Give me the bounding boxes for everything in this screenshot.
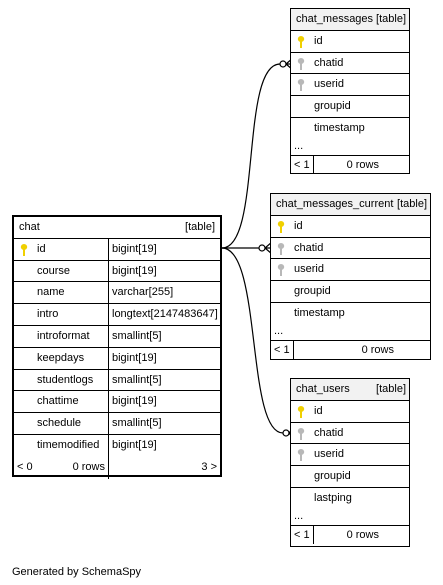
table-chat[interactable]	[12, 215, 222, 477]
column-row[interactable]	[291, 401, 409, 423]
table-header	[14, 217, 220, 239]
column-name: userid	[314, 448, 344, 461]
primary-key-icon	[297, 36, 305, 48]
column-row[interactable]	[14, 326, 220, 348]
table-name: chat_users	[296, 383, 350, 395]
foreign-key-icon	[297, 79, 305, 91]
foreign-key-icon	[297, 58, 305, 70]
column-row[interactable]	[291, 31, 409, 53]
column-name: groupid	[294, 285, 331, 298]
column-name: lastping	[314, 491, 352, 504]
table-chat-messages[interactable]	[290, 8, 410, 174]
primary-key-icon	[277, 221, 285, 233]
table-footer	[14, 457, 220, 479]
table-footer	[291, 156, 409, 174]
table-type: [table]	[376, 383, 406, 395]
column-name: groupid	[314, 100, 351, 113]
table-type: [table]	[185, 221, 215, 233]
column-name: id	[294, 219, 303, 232]
table-header	[271, 194, 430, 216]
edge-end-circle	[259, 245, 265, 251]
column-name: id	[37, 242, 46, 255]
rows-cell	[313, 156, 384, 174]
table-name: chat	[19, 221, 40, 233]
row-count: 0 rows	[346, 528, 379, 541]
parents-link[interactable]: < 1	[294, 528, 310, 541]
column-name: chatid	[314, 56, 344, 69]
column-row[interactable]	[14, 435, 220, 457]
column-name: introformat	[37, 329, 90, 342]
table-footer	[291, 526, 409, 544]
column-row[interactable]	[291, 96, 409, 118]
table-chat-messages-current[interactable]	[270, 193, 431, 360]
row-count: 0 rows	[72, 460, 105, 473]
row-count: 0 rows	[361, 343, 394, 356]
column-type: smallint[5]	[108, 370, 220, 391]
children-cell	[108, 457, 220, 479]
parents-link[interactable]: < 1	[274, 343, 290, 356]
table-chat-users[interactable]	[290, 378, 410, 547]
column-name: schedule	[37, 417, 82, 430]
more-columns: ...	[291, 140, 409, 156]
table-footer	[271, 341, 430, 359]
column-name: studentlogs	[37, 373, 94, 386]
column-row[interactable]	[14, 282, 220, 304]
generated-by-credit: Generated by SchemaSpy	[12, 566, 142, 578]
children-link[interactable]: 3 >	[201, 460, 217, 473]
column-name: course	[37, 264, 71, 277]
column-row[interactable]	[14, 348, 220, 370]
column-row[interactable]	[291, 423, 409, 445]
column-name: groupid	[314, 470, 351, 483]
parents-link[interactable]: < 0	[17, 460, 33, 473]
column-row[interactable]	[14, 370, 220, 392]
rows-cell	[313, 526, 384, 544]
foreign-key-icon	[297, 428, 305, 440]
column-name: name	[37, 286, 65, 299]
column-type: bigint[19]	[108, 435, 220, 457]
column-list	[291, 401, 409, 510]
column-name: timemodified	[37, 438, 100, 451]
more-columns: ...	[291, 510, 409, 526]
column-list	[291, 31, 409, 140]
column-row[interactable]	[291, 118, 409, 140]
column-row[interactable]	[271, 281, 430, 303]
column-row[interactable]	[271, 216, 430, 238]
column-name: timestamp	[294, 306, 345, 319]
table-name: chat_messages_current	[276, 198, 394, 210]
primary-key-icon	[20, 244, 28, 256]
edge-end-circle	[280, 61, 286, 67]
column-row[interactable]	[14, 239, 220, 261]
table-type: [table]	[376, 13, 406, 25]
column-row[interactable]	[271, 303, 430, 325]
primary-key-icon	[297, 406, 305, 418]
column-name: timestamp	[314, 121, 365, 134]
column-row[interactable]	[14, 391, 220, 413]
foreign-key-icon	[277, 243, 285, 255]
column-row[interactable]	[271, 259, 430, 281]
column-row[interactable]	[14, 261, 220, 283]
column-type: smallint[5]	[108, 326, 220, 347]
column-type: bigint[19]	[108, 239, 220, 260]
row-count: 0 rows	[346, 158, 379, 171]
foreign-key-icon	[297, 449, 305, 461]
column-type: smallint[5]	[108, 413, 220, 434]
column-name: userid	[314, 78, 344, 91]
foreign-key-icon	[277, 264, 285, 276]
edge-end-circle	[283, 430, 289, 436]
column-name: chatid	[314, 426, 344, 439]
column-name: keepdays	[37, 351, 85, 364]
column-row[interactable]	[14, 304, 220, 326]
column-list	[271, 216, 430, 325]
column-name: id	[314, 404, 323, 417]
more-columns: ...	[271, 325, 430, 341]
column-name: id	[314, 34, 323, 47]
column-type: bigint[19]	[108, 348, 220, 369]
column-row[interactable]	[291, 444, 409, 466]
column-type: varchar[255]	[108, 282, 220, 303]
column-row[interactable]	[291, 466, 409, 488]
column-row[interactable]	[291, 74, 409, 96]
column-name: userid	[294, 263, 324, 276]
table-type: [table]	[397, 198, 427, 210]
column-row[interactable]	[291, 53, 409, 75]
column-type: bigint[19]	[108, 391, 220, 412]
column-name: intro	[37, 308, 59, 321]
column-row[interactable]	[291, 488, 409, 510]
table-header	[291, 9, 409, 31]
column-type: longtext[2147483647]	[108, 304, 220, 325]
rows-cell	[293, 341, 398, 359]
parents-link[interactable]: < 1	[294, 158, 310, 171]
column-name: chatid	[294, 241, 324, 254]
column-name: chattime	[37, 395, 79, 408]
column-type: bigint[19]	[108, 261, 220, 282]
column-row[interactable]	[271, 238, 430, 260]
column-row[interactable]	[14, 413, 220, 435]
table-name: chat_messages	[296, 13, 374, 25]
table-header	[291, 379, 409, 401]
